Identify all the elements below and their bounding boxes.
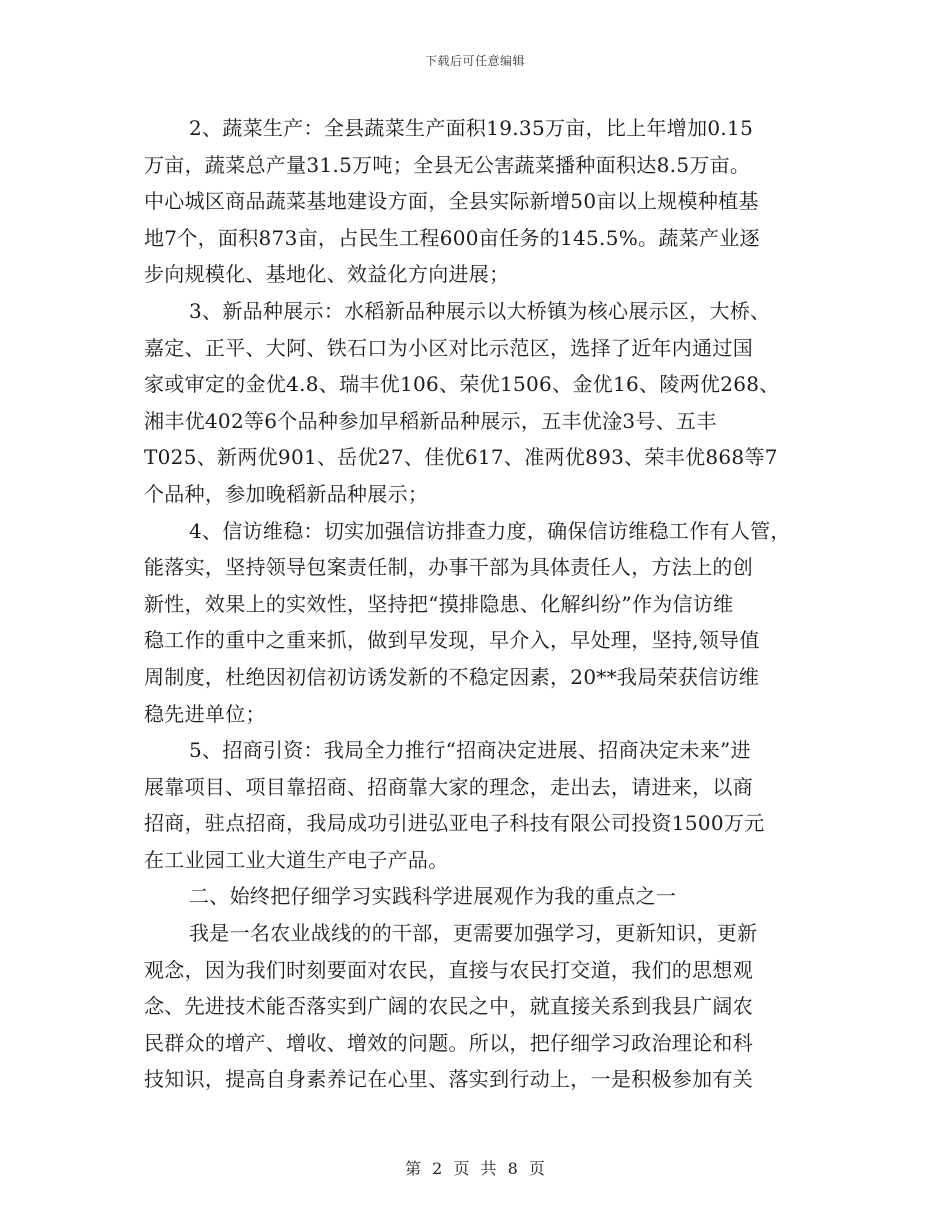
paragraph-petition-line-6: 稳先进单位； [144,701,266,726]
document-body [144,110,828,1098]
paragraph-varieties-line-3: 家或审定的金优4.8、瑞丰优106、荣优1506、金优16、陵两优268、 [144,372,780,397]
paragraph-varieties-line-1: 3、新品种展示：水稻新品种展示以大桥镇为核心展示区，大桥、 [189,298,771,323]
paragraph-study-line-4: 民群众的增产、增收、增效的问题。所以，把仔细学习政治理论和科 [144,1030,753,1055]
paragraph-investment-line-4: 在工业园工业大道生产电子产品。 [144,847,449,872]
paragraph-varieties-line-4: 湘丰优402等6个品种参加早稻新品种展示，五丰优淦3号、五丰 [144,408,717,433]
paragraph-study-line-1: 我是一名农业战线的的干部，更需要加强学习，更新知识，更新 [189,921,758,946]
paragraph-petition-line-5: 周制度，杜绝因初信初访诱发新的不稳定因素，20**我局荣获信访维 [144,664,760,689]
section-heading-study: 二、始终把仔细学习实践科学进展观作为我的重点之一 [189,884,677,909]
paragraph-varieties-line-5: T025、新两优901、岳优27、佳优617、准两优893、荣丰优868等7 [144,445,778,470]
paragraph-vegetables-line-2: 万亩，蔬菜总产量31.5万吨；全县无公害蔬菜播种面积达8.5万亩。 [144,152,751,177]
paragraph-vegetables-line-1: 2、蔬菜生产：全县蔬菜生产面积19.35万亩，比上年增加0.15 [189,116,754,140]
paragraph-varieties-line-6: 个品种，参加晚稻新品种展示； [144,481,429,506]
paragraph-petition-line-3: 新性，效果上的实效性，坚持把“摸排隐患、化解纠纷”作为信访维 [144,591,734,616]
paragraph-study-line-5: 技知识，提高自身素养记在心里、落实到行动上，一是积极参加有关 [144,1067,753,1092]
paragraph-petition-line-1: 4、信访维稳：切实加强信访排查力度，确保信访维稳工作有人管， [189,518,791,543]
paragraph-investment-line-2: 展靠项目、项目靠招商、招商靠大家的理念，走出去，请进来，以商 [144,774,753,799]
paragraph-investment-line-3: 招商，驻点招商，我局成功引进弘亚电子科技有限公司投资1500万元 [144,811,765,836]
paragraph-vegetables-line-5: 步向规模化、基地化、效益化方向进展； [144,262,510,287]
page-header: 下载后可任意编辑 [424,54,525,68]
paragraph-study-line-2: 观念，因为我们时刻要面对农民，直接与农民打交道，我们的思想观 [144,957,753,982]
paragraph-investment-line-1: 5、招商引资：我局全力推行“招商决定进展、招商决定未来”进 [189,738,751,763]
paragraph-study-line-3: 念、先进技术能否落实到广阔的农民之中，就直接关系到我县广阔农 [144,994,753,1019]
page-number-footer: 第 2 页 共 8 页 [405,1159,545,1178]
paragraph-vegetables-line-4: 地7个，面积873亩，占民生工程600亩任务的145.5%。蔬菜产业逐 [144,225,760,250]
paragraph-petition-line-4: 稳工作的重中之重来抓，做到早发现，早介入，早处理，坚持,领导值 [144,628,760,653]
paragraph-vegetables-line-3: 中心城区商品蔬菜基地建设方面，全县实际新增50亩以上规模种植基 [144,189,759,214]
paragraph-varieties-line-2: 嘉定、正平、大阿、铁石口为小区对比示范区，选择了近年内通过国 [144,335,753,360]
paragraph-petition-line-2: 能落实，坚持领导包案责任制，办事干部为具体责任人，方法上的创 [144,555,753,580]
